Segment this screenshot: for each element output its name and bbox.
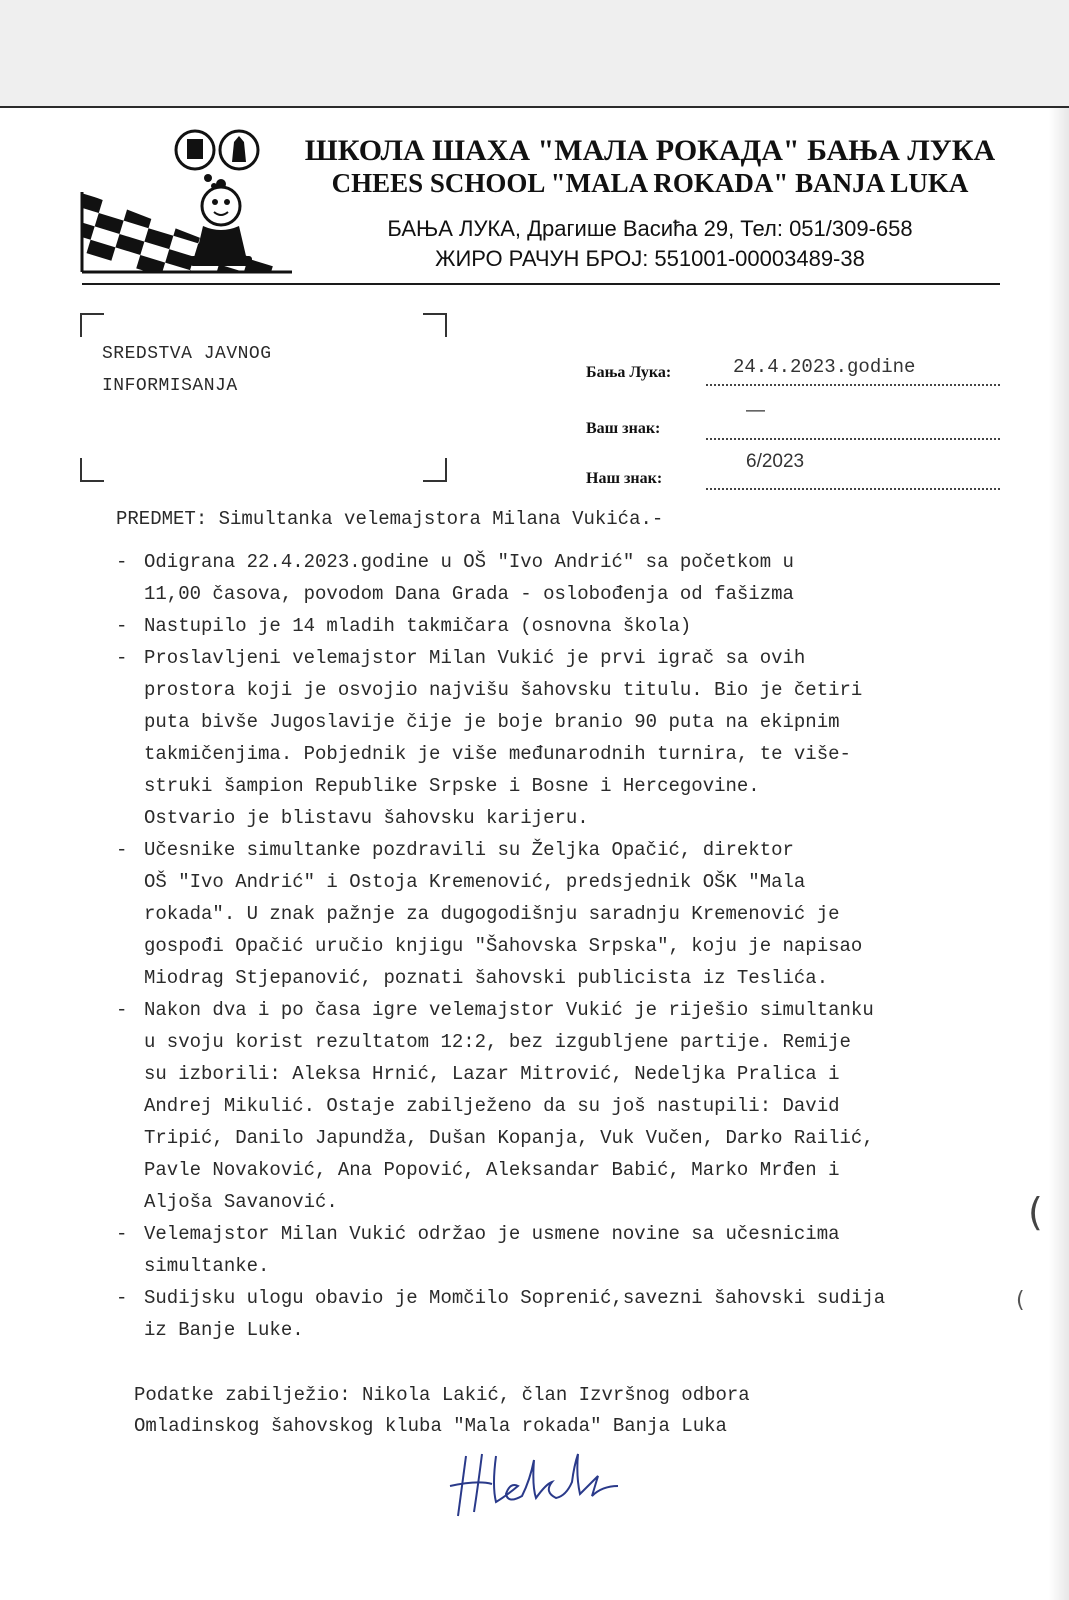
margin-mark: ( [1028, 1190, 1043, 1234]
handwritten-signature [448, 1446, 628, 1520]
school-name-cyrillic: ШКОЛА ШАХА "МАЛА РОКАДА" БАЊА ЛУКА [304, 134, 996, 167]
text-line: Ostvario je blistavu šahovsku karijeru. [144, 807, 589, 829]
your-ref-label: Ваш знак: [586, 420, 661, 437]
bullet-dash: - [116, 615, 128, 637]
bullet-dash: - [116, 1223, 128, 1245]
text-line: rokada". U znak pažnje za dugogodišnju saradnju Kremenović je [144, 903, 840, 925]
text-line: 11,00 časova, povodom Dana Grada - oslobođenja od fašizma [144, 583, 794, 605]
text-line: iz Banje Luke. [144, 1319, 304, 1341]
school-address: БАЊА ЛУКА, Драгише Васића 29, Тел: 051/309-658 [387, 216, 913, 241]
list-item [116, 610, 1016, 642]
text-line: Pavle Novaković, Ana Popović, Aleksandar Babić, Marko Mrđen i [144, 1159, 840, 1181]
bullet-dash: - [116, 999, 128, 1021]
text-line: Učesnike simultanke pozdravili su Željka Opačić, direktor [144, 839, 794, 861]
text-line: puta bivše Jugoslavije čije je boje branio 90 puta na ekipnim [144, 711, 840, 733]
subject-line: PREDMET: Simultanka velemajstora Milana Vukića.- [116, 508, 664, 530]
text-line: Aljoša Savanović. [144, 1191, 338, 1213]
margin-mark: ( [1016, 1288, 1025, 1313]
letterhead-divider [82, 283, 1000, 285]
your-ref-value: — [746, 400, 765, 421]
our-ref-label: Наш знак: [586, 470, 663, 487]
text-line: Velemajstor Milan Vukić održao je usmene novine sa učesnicima [144, 1223, 840, 1245]
text-line: OŠ "Ivo Andrić" i Ostoja Kremenović, predsjednik OŠK "Mala [144, 871, 806, 893]
school-name-latin: CHEES SCHOOL "MALA ROKADA" BANJA LUKA [331, 168, 969, 198]
text-line: u svoju korist rezultatom 12:2, bez izgubljene partije. Remije [144, 1031, 851, 1053]
recorded-by [134, 1380, 750, 1442]
our-ref-dotted-line [706, 488, 1000, 490]
bullet-dash: - [116, 839, 128, 861]
chess-school-logo [78, 122, 308, 282]
address-bracket-top-right [423, 313, 447, 337]
text-line: gospođi Opačić uručio knjigu "Šahovska Srpska", koju je napisao [144, 935, 863, 957]
list-item [116, 994, 1016, 1218]
recipient-line-1: SREDSTVA JAVNOG [102, 344, 272, 364]
place-label: Бања Лука: [586, 364, 672, 381]
place-date-value: 24.4.2023.godine [733, 356, 916, 378]
page-edge-shadow [1049, 108, 1069, 1600]
your-ref-dotted-line [706, 438, 1000, 440]
text-line: Andrej Mikulić. Ostaje zabilježeno da su još nastupili: David [144, 1095, 840, 1117]
text-line: simultanke. [144, 1255, 270, 1277]
text-line: takmičenjima. Pobjednik je više međunarodnih turnira, te više- [144, 743, 851, 765]
text-line: Miodrag Stjepanović, poznati šahovski publicista iz Teslića. [144, 967, 829, 989]
top-bar [0, 0, 1069, 108]
our-ref-value: 6/2023 [746, 451, 805, 472]
address-bracket-bottom-right [423, 458, 447, 482]
text-line: Nastupilo je 14 mladih takmičara (osnovna škola) [144, 615, 692, 637]
text-line: su izborili: Aleksa Hrnić, Lazar Mitrović, Nedeljka Pralica i [144, 1063, 840, 1085]
list-item [116, 642, 1016, 834]
recipient-line-2: INFORMISANJA [102, 376, 238, 396]
recorded-by-line-2: Omladinskog šahovskog kluba "Mala rokada" Banja Luka [134, 1415, 727, 1437]
text-line: Sudijsku ulogu obavio je Momčilo Soprenić,savezni šahovski sudija [144, 1287, 886, 1309]
bullet-dash: - [116, 647, 128, 669]
place-dotted-line [706, 384, 1000, 386]
address-bracket-top-left [80, 313, 104, 337]
text-line: Nakon dva i po časa igre velemajstor Vukić je riješio simultanku [144, 999, 874, 1021]
text-line: Tripić, Danilo Japundža, Dušan Kopanja, Vuk Vučen, Darko Railić, [144, 1127, 874, 1149]
text-line: struki šampion Republike Srpske i Bosne i Hercegovine. [144, 775, 760, 797]
bullet-dash: - [116, 1287, 128, 1309]
bullet-dash: - [116, 551, 128, 573]
list-item [116, 1282, 1016, 1346]
bank-account: ЖИРО РАЧУН БРОЈ: 551001-00003489-38 [435, 246, 865, 271]
address-bracket-bottom-left [80, 458, 104, 482]
bullet-list [116, 546, 1016, 1346]
list-item [116, 1218, 1016, 1282]
recorded-by-line-1: Podatke zabilježio: Nikola Lakić, član Izvršnog odbora [134, 1384, 750, 1406]
list-item [116, 546, 1016, 610]
list-item [116, 834, 1016, 994]
text-line: prostora koji je osvojio najvišu šahovsku titulu. Bio je četiri [144, 679, 863, 701]
text-line: Proslavljeni velemajstor Milan Vukić je prvi igrač sa ovih [144, 647, 806, 669]
text-line: Odigrana 22.4.2023.godine u OŠ "Ivo Andrić" sa početkom u [144, 551, 794, 573]
